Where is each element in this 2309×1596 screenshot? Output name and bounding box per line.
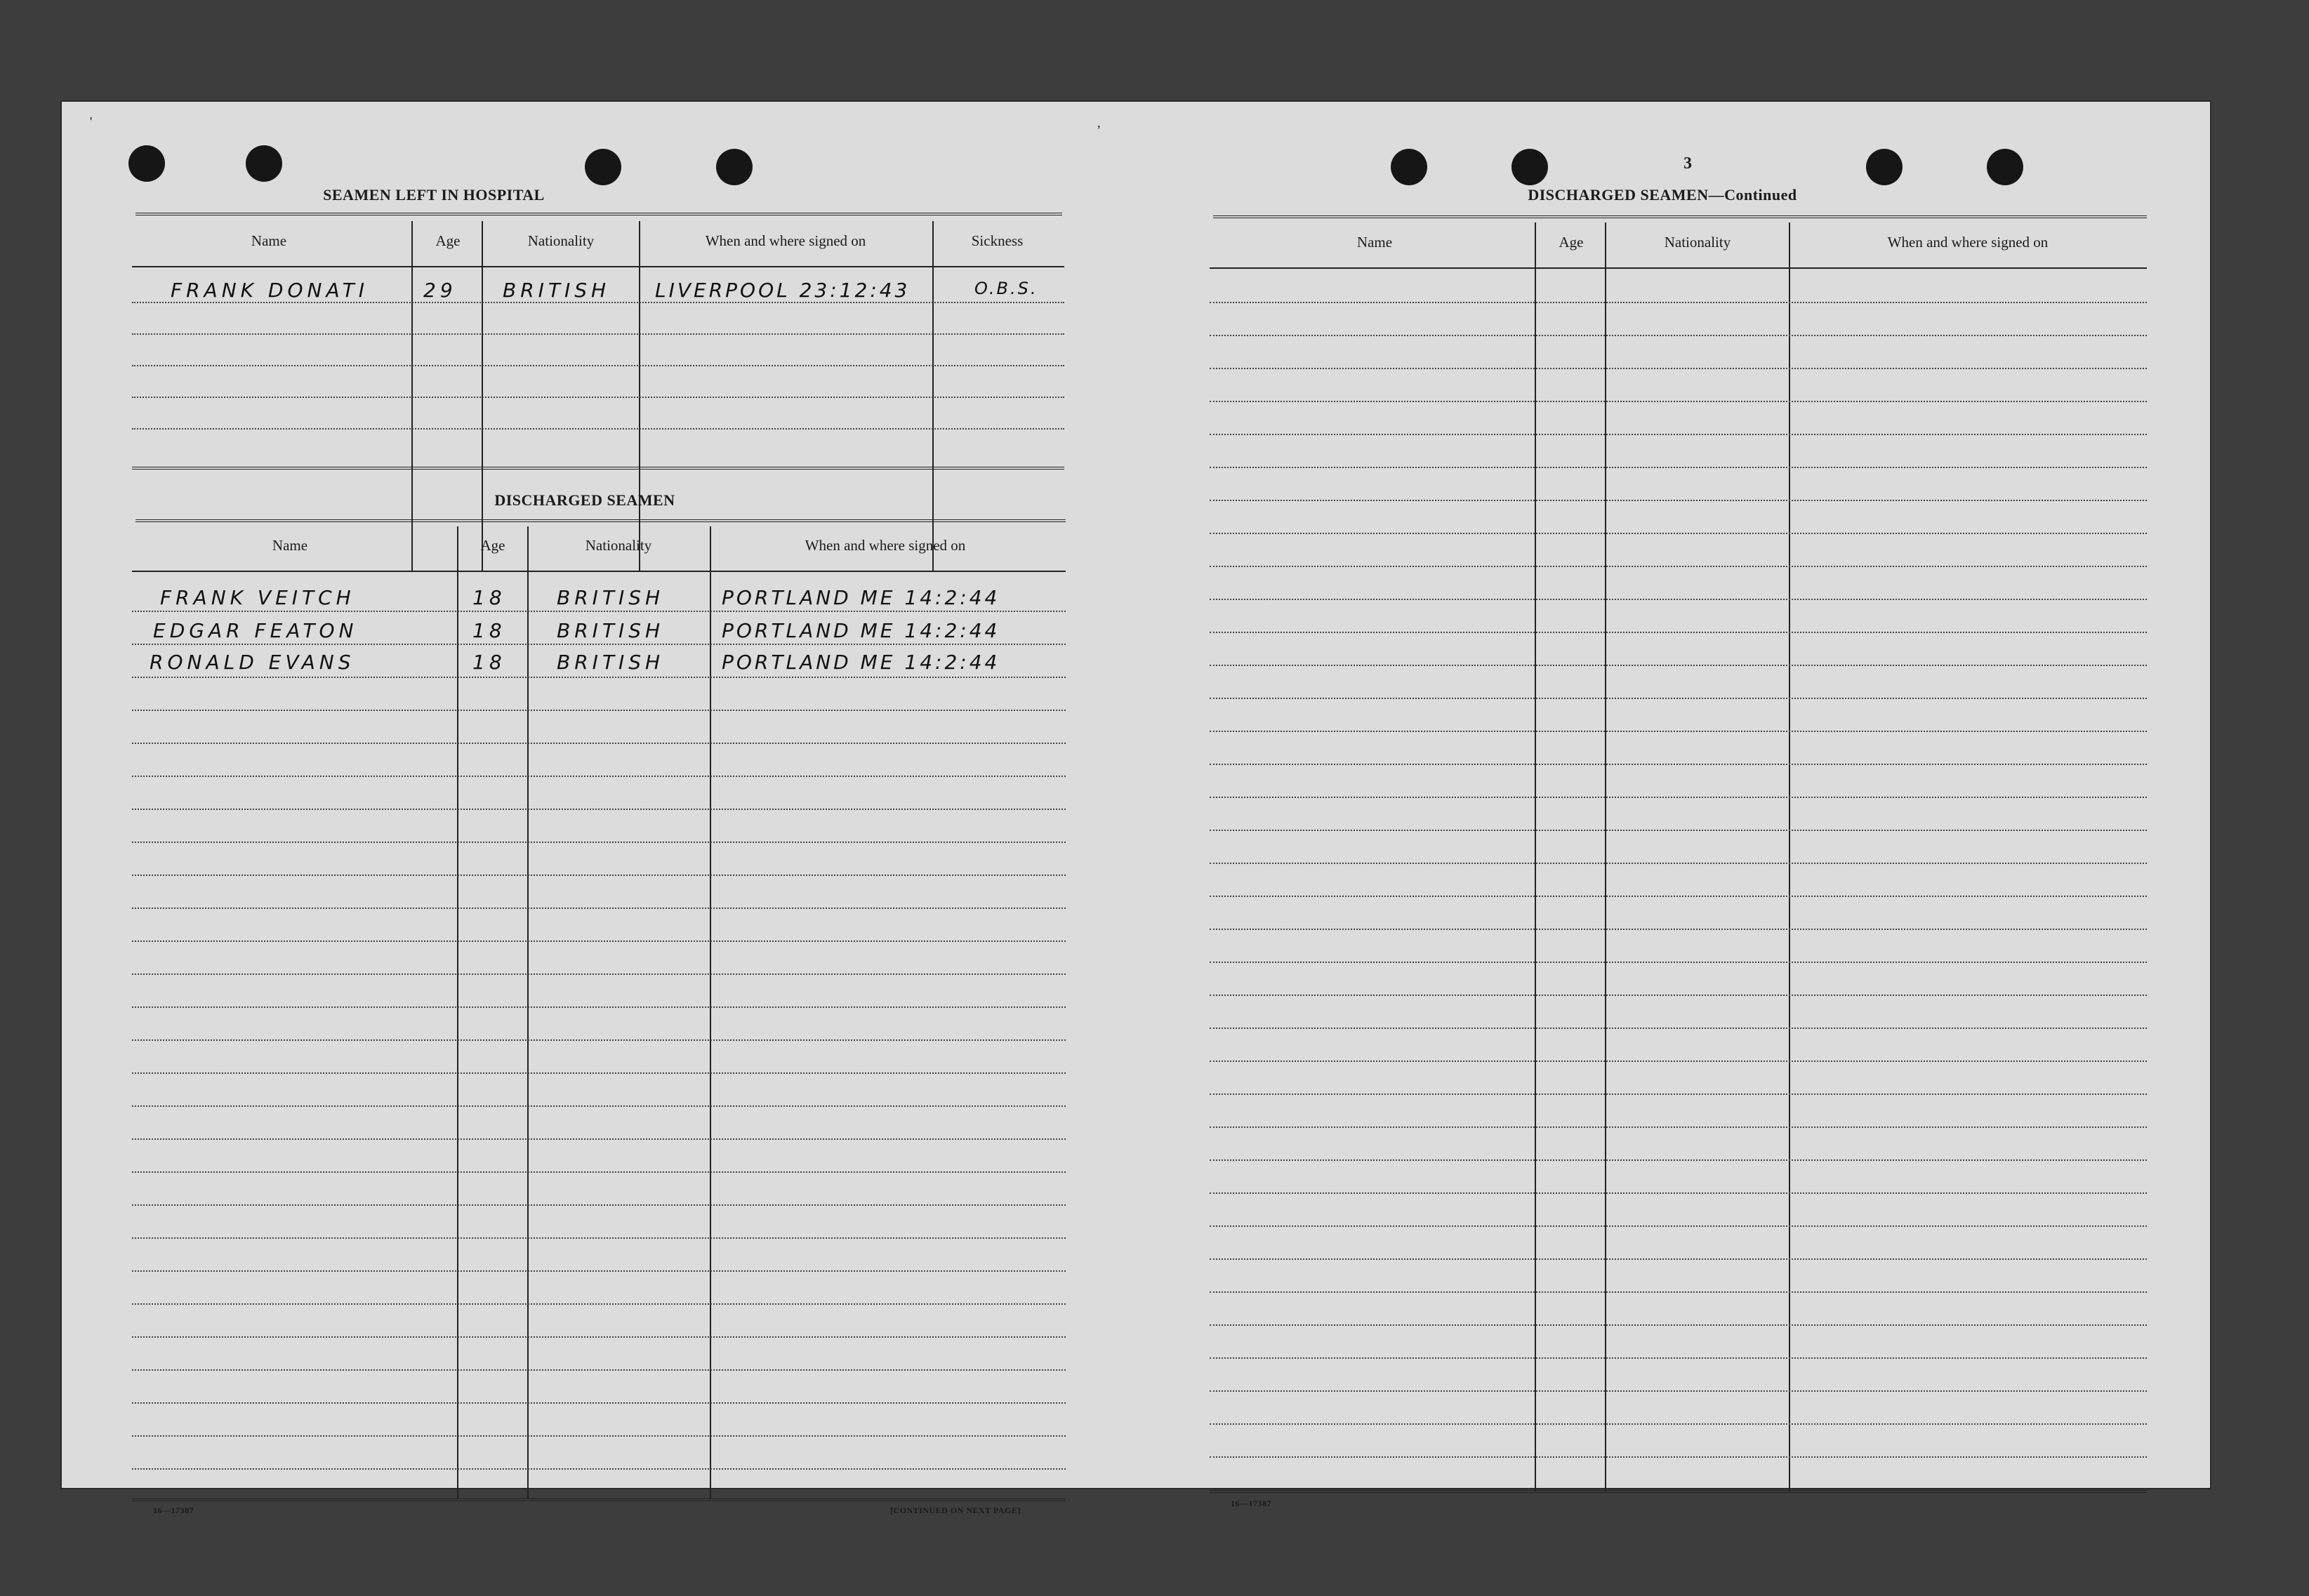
row-rule (132, 302, 1064, 303)
discharged-continued-title: DISCHARGED SEAMEN—Continued (1528, 186, 1797, 204)
row-rule (132, 809, 1066, 810)
row-rule (1210, 863, 2147, 864)
discharged-row-age: 18 (472, 619, 506, 642)
table-rule (132, 467, 1064, 472)
row-rule (1210, 665, 2147, 666)
row-rule (1210, 1357, 2147, 1359)
row-rule (132, 1303, 1066, 1305)
row-rule (1210, 632, 2147, 633)
hospital-row-age: 29 (423, 279, 457, 302)
right-header-name: Name (1356, 234, 1393, 251)
row-rule (1210, 434, 2147, 435)
discharged-header-name: Name (272, 537, 308, 554)
row-rule (1210, 302, 2147, 303)
punch-hole (128, 145, 165, 182)
column-divider (710, 526, 711, 1498)
row-rule (1210, 467, 2147, 468)
hospital-row-name: FRANK DONATI (171, 279, 369, 302)
discharged-row-name: FRANK VEITCH (160, 586, 355, 609)
row-rule (1210, 1093, 2147, 1095)
row-rule (132, 1435, 1066, 1437)
discharged-header-nationality: Nationality (585, 537, 652, 554)
row-rule (1210, 698, 2147, 699)
row-rule (1210, 797, 2147, 798)
row-rule (132, 940, 1066, 942)
row-rule (1210, 731, 2147, 732)
hospital-header-sickness: Sickness (971, 232, 1024, 249)
row-rule (132, 333, 1064, 335)
right-header-age: Age (1559, 234, 1584, 251)
row-rule (132, 1402, 1066, 1404)
row-rule (1210, 1126, 2147, 1128)
row-rule (1210, 1225, 2147, 1227)
column-divider (457, 526, 458, 1498)
row-rule (1210, 764, 2147, 765)
punch-hole (716, 149, 753, 185)
row-rule (132, 710, 1066, 711)
row-rule (1210, 566, 2147, 567)
hospital-row-nationality: BRITISH (503, 279, 611, 302)
row-rule (1210, 1159, 2147, 1161)
punch-hole (246, 145, 282, 182)
punch-hole (585, 149, 621, 185)
page-number: 3 (1683, 154, 1692, 173)
row-rule (132, 875, 1066, 876)
row-rule (132, 973, 1066, 975)
column-divider (1789, 222, 1790, 1491)
row-rule (132, 1204, 1066, 1206)
form-number: 16—17387 (1231, 1498, 1271, 1508)
discharged-row-nationality: BRITISH (557, 586, 665, 609)
row-rule (132, 1072, 1066, 1074)
table-rule (1213, 215, 2147, 220)
hospital-header-signed-on: When and where signed on (705, 232, 866, 249)
row-rule (1210, 995, 2147, 996)
discharged-row-signed-on: PORTLAND ME 14:2:44 (722, 651, 1000, 674)
hospital-header-name: Name (251, 232, 287, 249)
hospital-row-signed-on: LIVERPOOL 23:12:43 (655, 279, 911, 302)
table-rule (135, 519, 1066, 524)
punch-hole (1987, 149, 2023, 185)
row-rule (132, 1171, 1066, 1173)
hospital-section-title: SEAMEN LEFT IN HOSPITAL (323, 186, 545, 204)
row-rule (132, 776, 1066, 777)
table-rule (132, 266, 1064, 267)
table-rule (132, 1498, 1066, 1503)
row-rule (1210, 896, 2147, 897)
punch-hole (1511, 149, 1548, 185)
row-rule (132, 1237, 1066, 1239)
row-rule (132, 907, 1066, 909)
discharged-section-title: DISCHARGED SEAMEN (494, 491, 675, 509)
hospital-header-age: Age (435, 232, 461, 249)
row-rule (1210, 1291, 2147, 1293)
hospital-header-nationality: Nationality (527, 232, 595, 249)
discharged-row-nationality: BRITISH (557, 619, 665, 642)
row-rule (1210, 401, 2147, 402)
column-divider (527, 526, 529, 1498)
table-rule (132, 571, 1066, 572)
table-rule (1210, 267, 2147, 269)
punch-hole (1391, 149, 1427, 185)
discharged-row-name: RONALD EVANS (150, 651, 355, 674)
row-rule (132, 644, 1066, 645)
row-rule (132, 1270, 1066, 1272)
row-rule (1210, 500, 2147, 501)
row-rule (132, 1468, 1066, 1470)
row-rule (132, 743, 1066, 744)
row-rule (1210, 599, 2147, 600)
row-rule (1210, 1324, 2147, 1326)
continued-note: [CONTINUED ON NEXT PAGE] (890, 1505, 1021, 1515)
discharged-row-name: EDGAR FEATON (153, 619, 358, 642)
discharged-header-signed-on: When and where signed on (805, 537, 966, 554)
row-rule (132, 1138, 1066, 1140)
row-rule (132, 1336, 1066, 1338)
discharged-row-age: 18 (472, 586, 506, 609)
row-rule (132, 1039, 1066, 1041)
scan-mark: , (1097, 116, 1101, 130)
row-rule (1210, 929, 2147, 930)
row-rule (132, 397, 1064, 398)
row-rule (1210, 1060, 2147, 1062)
row-rule (1210, 1258, 2147, 1260)
right-header-signed-on: When and where signed on (1887, 234, 2049, 251)
row-rule (1210, 368, 2147, 369)
row-rule (1210, 335, 2147, 336)
row-rule (132, 365, 1064, 366)
column-divider (1605, 222, 1606, 1491)
row-rule (132, 428, 1064, 430)
row-rule (1210, 1390, 2147, 1392)
row-rule (1210, 1423, 2147, 1425)
scan-mark: ' (90, 114, 93, 128)
table-rule (135, 213, 1062, 218)
row-rule (132, 611, 1066, 612)
discharged-header-age: Age (480, 537, 505, 554)
row-rule (1210, 830, 2147, 831)
table-rule (1210, 1490, 2147, 1495)
punch-hole (1866, 149, 1903, 185)
discharged-row-signed-on: PORTLAND ME 14:2:44 (722, 619, 1000, 642)
document-sheet (62, 102, 2210, 1515)
row-rule (132, 1006, 1066, 1008)
row-rule (1210, 962, 2147, 963)
row-rule (1210, 1456, 2147, 1458)
hospital-row-sickness: O.B.S. (974, 279, 1038, 298)
row-rule (1210, 1028, 2147, 1029)
row-rule (1210, 533, 2147, 534)
row-rule (132, 1369, 1066, 1371)
form-number: 16—17387 (153, 1505, 194, 1515)
row-rule (132, 677, 1066, 678)
column-divider (1535, 222, 1536, 1491)
row-rule (132, 842, 1066, 843)
row-rule (1210, 1192, 2147, 1194)
discharged-row-nationality: BRITISH (557, 651, 665, 674)
row-rule (132, 1105, 1066, 1107)
discharged-row-signed-on: PORTLAND ME 14:2:44 (722, 586, 1000, 609)
right-header-nationality: Nationality (1664, 234, 1731, 251)
discharged-row-age: 18 (472, 651, 506, 674)
